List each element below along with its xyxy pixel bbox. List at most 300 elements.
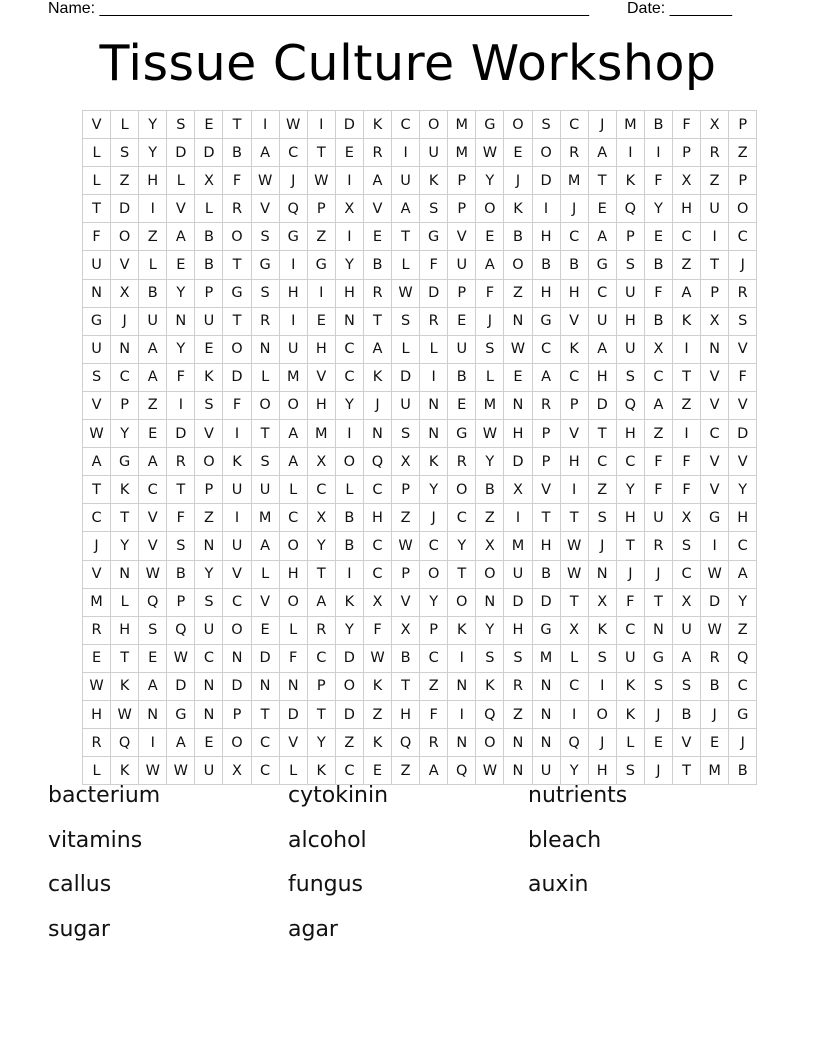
grid-cell: L xyxy=(139,251,167,279)
grid-cell: D xyxy=(335,644,363,672)
grid-cell: R xyxy=(363,139,391,167)
grid-cell: D xyxy=(335,111,363,139)
grid-cell: U xyxy=(139,307,167,335)
grid-cell: H xyxy=(560,448,588,476)
grid-cell: C xyxy=(560,363,588,391)
grid-cell: E xyxy=(139,644,167,672)
grid-cell: B xyxy=(139,279,167,307)
grid-cell: D xyxy=(532,588,560,616)
grid-cell: M xyxy=(476,391,504,419)
grid-cell: P xyxy=(195,476,223,504)
grid-cell: S xyxy=(139,616,167,644)
word-list-item: bacterium xyxy=(48,783,161,808)
grid-cell: E xyxy=(195,335,223,363)
grid-cell: H xyxy=(616,420,644,448)
grid-cell: O xyxy=(111,223,139,251)
grid-cell: Z xyxy=(672,251,700,279)
grid-cell: X xyxy=(560,616,588,644)
grid-cell: Z xyxy=(392,504,420,532)
grid-cell: V xyxy=(701,391,729,419)
grid-cell: U xyxy=(448,251,476,279)
grid-cell: T xyxy=(392,223,420,251)
grid-cell: R xyxy=(701,139,729,167)
grid-cell: H xyxy=(83,700,111,728)
grid-cell: F xyxy=(672,111,700,139)
grid-cell: Y xyxy=(476,448,504,476)
grid-cell: I xyxy=(560,700,588,728)
grid-cell: P xyxy=(111,391,139,419)
grid-cell: M xyxy=(448,139,476,167)
grid-cell: P xyxy=(448,279,476,307)
grid-cell: X xyxy=(335,195,363,223)
grid-cell: X xyxy=(504,476,532,504)
grid-cell: Z xyxy=(111,167,139,195)
grid-cell: M xyxy=(504,532,532,560)
grid-cell: C xyxy=(363,532,391,560)
grid-cell: R xyxy=(83,616,111,644)
grid-cell: L xyxy=(392,251,420,279)
grid-cell: C xyxy=(279,504,307,532)
grid-row xyxy=(83,307,757,335)
grid-cell: Q xyxy=(363,448,391,476)
grid-cell: B xyxy=(532,251,560,279)
grid-cell: N xyxy=(167,307,195,335)
grid-cell: C xyxy=(251,757,279,785)
grid-cell: S xyxy=(167,532,195,560)
grid-cell: X xyxy=(672,588,700,616)
grid-cell: E xyxy=(644,729,672,757)
grid-cell: N xyxy=(532,700,560,728)
grid-cell: N xyxy=(532,729,560,757)
grid-cell: N xyxy=(504,391,532,419)
grid-cell: U xyxy=(616,279,644,307)
grid-cell: N xyxy=(279,672,307,700)
grid-cell: V xyxy=(167,195,195,223)
grid-cell: W xyxy=(392,532,420,560)
grid-cell: M xyxy=(448,111,476,139)
grid-cell: C xyxy=(307,476,335,504)
grid-cell: Q xyxy=(139,588,167,616)
grid-cell: D xyxy=(729,420,757,448)
grid-cell: P xyxy=(616,223,644,251)
grid-cell: R xyxy=(448,448,476,476)
grid-cell: Q xyxy=(560,729,588,757)
grid-cell: V xyxy=(448,223,476,251)
grid-cell: I xyxy=(307,111,335,139)
grid-cell: J xyxy=(729,729,757,757)
grid-cell: F xyxy=(644,476,672,504)
grid-cell: U xyxy=(83,251,111,279)
grid-cell: D xyxy=(335,700,363,728)
grid-cell: S xyxy=(420,195,448,223)
grid-cell: S xyxy=(504,644,532,672)
grid-cell: C xyxy=(672,223,700,251)
grid-cell: G xyxy=(167,700,195,728)
grid-cell: N xyxy=(335,307,363,335)
grid-cell: F xyxy=(420,251,448,279)
grid-cell: H xyxy=(392,700,420,728)
grid-cell: L xyxy=(251,363,279,391)
grid-cell: U xyxy=(83,335,111,363)
grid-cell: J xyxy=(111,307,139,335)
grid-cell: R xyxy=(251,307,279,335)
grid-cell: G xyxy=(83,307,111,335)
grid-cell: A xyxy=(672,644,700,672)
grid-cell: C xyxy=(588,279,616,307)
grid-cell: I xyxy=(335,223,363,251)
grid-cell: G xyxy=(729,700,757,728)
grid-cell: S xyxy=(616,757,644,785)
grid-cell: Y xyxy=(616,476,644,504)
word-list-row xyxy=(48,827,768,872)
grid-cell: W xyxy=(139,757,167,785)
grid-cell: S xyxy=(532,111,560,139)
grid-cell: O xyxy=(223,616,251,644)
grid-row xyxy=(83,757,757,785)
grid-cell: V xyxy=(111,251,139,279)
grid-cell: E xyxy=(83,644,111,672)
grid-row xyxy=(83,504,757,532)
grid-cell: Y xyxy=(335,616,363,644)
page-title: Tissue Culture Workshop xyxy=(99,35,717,92)
grid-cell: J xyxy=(588,111,616,139)
grid-cell: A xyxy=(729,560,757,588)
grid-cell: T xyxy=(363,307,391,335)
grid-cell: D xyxy=(701,588,729,616)
grid-cell: T xyxy=(307,560,335,588)
grid-cell: B xyxy=(195,251,223,279)
grid-cell: M xyxy=(701,757,729,785)
grid-cell: T xyxy=(701,251,729,279)
grid-cell: C xyxy=(448,504,476,532)
grid-cell: I xyxy=(335,560,363,588)
grid-cell: U xyxy=(195,757,223,785)
grid-cell: N xyxy=(532,672,560,700)
grid-cell: K xyxy=(616,672,644,700)
grid-cell: H xyxy=(532,279,560,307)
grid-cell: C xyxy=(335,363,363,391)
grid-cell: X xyxy=(644,335,672,363)
grid-cell: H xyxy=(279,560,307,588)
grid-cell: C xyxy=(363,476,391,504)
grid-cell: I xyxy=(279,251,307,279)
grid-cell: V xyxy=(139,532,167,560)
grid-cell: U xyxy=(532,757,560,785)
grid-cell: D xyxy=(504,588,532,616)
grid-cell: G xyxy=(644,644,672,672)
grid-cell: V xyxy=(139,504,167,532)
grid-cell: R xyxy=(420,729,448,757)
grid-cell: W xyxy=(476,420,504,448)
grid-cell: L xyxy=(392,335,420,363)
grid-cell: X xyxy=(307,504,335,532)
grid-cell: U xyxy=(223,532,251,560)
grid-cell: K xyxy=(111,757,139,785)
grid-cell: X xyxy=(111,279,139,307)
grid-cell: W xyxy=(363,644,391,672)
grid-cell: J xyxy=(644,560,672,588)
grid-cell: L xyxy=(279,616,307,644)
grid-cell: S xyxy=(588,644,616,672)
grid-cell: I xyxy=(335,167,363,195)
grid-cell: L xyxy=(616,729,644,757)
grid-cell: V xyxy=(729,335,757,363)
grid-cell: T xyxy=(588,420,616,448)
grid-cell: K xyxy=(363,111,391,139)
grid-cell: Q xyxy=(279,195,307,223)
grid-cell: B xyxy=(335,532,363,560)
grid-cell: B xyxy=(195,223,223,251)
grid-cell: N xyxy=(420,420,448,448)
grid-cell: Y xyxy=(195,560,223,588)
grid-cell: W xyxy=(139,560,167,588)
grid-cell: C xyxy=(672,560,700,588)
grid-cell: H xyxy=(560,279,588,307)
grid-cell: L xyxy=(420,335,448,363)
grid-cell: N xyxy=(504,307,532,335)
grid-row xyxy=(83,616,757,644)
grid-row xyxy=(83,335,757,363)
grid-row xyxy=(83,672,757,700)
grid-cell: P xyxy=(532,420,560,448)
grid-cell: G xyxy=(476,111,504,139)
grid-cell: K xyxy=(363,363,391,391)
grid-cell: X xyxy=(392,448,420,476)
grid-cell: E xyxy=(701,729,729,757)
grid-cell: N xyxy=(83,279,111,307)
grid-cell: I xyxy=(616,139,644,167)
grid-cell: H xyxy=(672,195,700,223)
grid-cell: X xyxy=(307,448,335,476)
grid-cell: D xyxy=(167,139,195,167)
grid-cell: O xyxy=(504,111,532,139)
grid-cell: B xyxy=(504,223,532,251)
grid-cell: P xyxy=(392,476,420,504)
grid-cell: O xyxy=(251,391,279,419)
grid-cell: C xyxy=(560,223,588,251)
grid-cell: S xyxy=(672,672,700,700)
grid-cell: R xyxy=(223,195,251,223)
grid-cell: B xyxy=(644,251,672,279)
grid-cell: C xyxy=(560,672,588,700)
grid-cell: Y xyxy=(167,335,195,363)
grid-cell: C xyxy=(279,139,307,167)
grid-cell: Z xyxy=(307,223,335,251)
grid-cell: Y xyxy=(729,476,757,504)
word-search-grid xyxy=(82,110,757,785)
grid-cell: F xyxy=(672,448,700,476)
grid-cell: Q xyxy=(476,700,504,728)
grid-cell: T xyxy=(307,700,335,728)
grid-cell: I xyxy=(420,363,448,391)
grid-cell: S xyxy=(644,672,672,700)
grid-cell: G xyxy=(307,251,335,279)
grid-cell: T xyxy=(251,700,279,728)
grid-cell: Z xyxy=(363,700,391,728)
word-list xyxy=(48,782,768,960)
grid-cell: K xyxy=(223,448,251,476)
grid-cell: C xyxy=(420,644,448,672)
grid-cell: W xyxy=(111,700,139,728)
word-list-row xyxy=(48,782,768,827)
grid-cell: D xyxy=(195,139,223,167)
grid-cell: G xyxy=(588,251,616,279)
grid-cell: K xyxy=(588,616,616,644)
grid-cell: A xyxy=(279,420,307,448)
grid-cell: U xyxy=(392,167,420,195)
grid-cell: Z xyxy=(139,391,167,419)
grid-cell: J xyxy=(644,700,672,728)
grid-cell: Z xyxy=(729,139,757,167)
grid-cell: O xyxy=(279,588,307,616)
grid-cell: G xyxy=(111,448,139,476)
grid-cell: P xyxy=(729,111,757,139)
grid-cell: S xyxy=(167,111,195,139)
grid-cell: V xyxy=(363,195,391,223)
grid-cell: S xyxy=(672,532,700,560)
grid-cell: H xyxy=(363,504,391,532)
grid-cell: U xyxy=(251,476,279,504)
grid-cell: A xyxy=(251,532,279,560)
grid-cell: C xyxy=(729,672,757,700)
grid-row xyxy=(83,476,757,504)
grid-cell: P xyxy=(223,700,251,728)
grid-cell: N xyxy=(251,335,279,363)
grid-cell: F xyxy=(363,616,391,644)
grid-row xyxy=(83,644,757,672)
grid-cell: Y xyxy=(307,532,335,560)
grid-cell: W xyxy=(504,335,532,363)
grid-cell: O xyxy=(588,700,616,728)
grid-cell: J xyxy=(729,251,757,279)
grid-cell: N xyxy=(448,729,476,757)
grid-cell: Q xyxy=(448,757,476,785)
grid-cell: U xyxy=(279,335,307,363)
name-field-label: Name: _______________________________________________________ xyxy=(48,0,589,17)
grid-cell: N xyxy=(448,672,476,700)
grid-cell: V xyxy=(701,363,729,391)
grid-cell: Z xyxy=(701,167,729,195)
grid-cell: N xyxy=(111,560,139,588)
grid-cell: H xyxy=(111,616,139,644)
grid-cell: N xyxy=(644,616,672,644)
grid-cell: Y xyxy=(335,251,363,279)
word-list-item: fungus xyxy=(288,872,364,897)
grid-cell: Q xyxy=(729,644,757,672)
grid-cell: B xyxy=(560,251,588,279)
grid-cell: O xyxy=(223,223,251,251)
grid-cell: K xyxy=(420,448,448,476)
grid-cell: A xyxy=(672,279,700,307)
grid-cell: K xyxy=(560,335,588,363)
grid-cell: D xyxy=(223,363,251,391)
grid-cell: Z xyxy=(729,616,757,644)
grid-cell: O xyxy=(195,448,223,476)
grid-cell: N xyxy=(363,420,391,448)
grid-cell: L xyxy=(476,363,504,391)
grid-row xyxy=(83,139,757,167)
grid-cell: N xyxy=(223,644,251,672)
grid-cell: T xyxy=(672,757,700,785)
grid-cell: D xyxy=(279,700,307,728)
grid-cell: C xyxy=(420,532,448,560)
grid-cell: M xyxy=(83,588,111,616)
grid-cell: F xyxy=(672,476,700,504)
grid-cell: X xyxy=(392,616,420,644)
grid-cell: K xyxy=(616,700,644,728)
grid-cell: V xyxy=(83,111,111,139)
grid-cell: Q xyxy=(167,616,195,644)
grid-cell: V xyxy=(223,560,251,588)
grid-cell: B xyxy=(672,700,700,728)
grid-cell: K xyxy=(111,476,139,504)
grid-cell: I xyxy=(251,111,279,139)
grid-cell: K xyxy=(504,195,532,223)
grid-cell: K xyxy=(672,307,700,335)
grid-cell: O xyxy=(448,476,476,504)
grid-row xyxy=(83,195,757,223)
grid-cell: H xyxy=(504,616,532,644)
grid-cell: A xyxy=(139,363,167,391)
grid-cell: E xyxy=(335,139,363,167)
grid-cell: B xyxy=(167,560,195,588)
grid-cell: L xyxy=(560,644,588,672)
grid-cell: C xyxy=(139,476,167,504)
grid-cell: C xyxy=(223,588,251,616)
grid-cell: J xyxy=(83,532,111,560)
grid-cell: E xyxy=(504,139,532,167)
grid-cell: Z xyxy=(504,700,532,728)
grid-cell: J xyxy=(279,167,307,195)
grid-cell: G xyxy=(532,616,560,644)
grid-cell: E xyxy=(195,729,223,757)
grid-cell: B xyxy=(532,560,560,588)
grid-cell: G xyxy=(279,223,307,251)
grid-cell: D xyxy=(420,279,448,307)
grid-cell: O xyxy=(504,251,532,279)
grid-cell: O xyxy=(223,729,251,757)
grid-cell: A xyxy=(363,335,391,363)
grid-row xyxy=(83,448,757,476)
grid-cell: C xyxy=(392,111,420,139)
grid-cell: D xyxy=(251,644,279,672)
grid-cell: L xyxy=(83,167,111,195)
grid-cell: Z xyxy=(420,672,448,700)
grid-row xyxy=(83,111,757,139)
grid-cell: J xyxy=(504,167,532,195)
grid-cell: Z xyxy=(644,420,672,448)
grid-cell: Y xyxy=(139,111,167,139)
grid-cell: Z xyxy=(139,223,167,251)
grid-cell: O xyxy=(476,560,504,588)
grid-cell: F xyxy=(729,363,757,391)
grid-cell: O xyxy=(335,672,363,700)
grid-cell: P xyxy=(672,139,700,167)
grid-cell: D xyxy=(167,420,195,448)
grid-cell: K xyxy=(111,672,139,700)
grid-cell: Y xyxy=(476,616,504,644)
grid-cell: I xyxy=(139,195,167,223)
grid-cell: S xyxy=(476,644,504,672)
grid-cell: W xyxy=(167,644,195,672)
grid-cell: U xyxy=(195,616,223,644)
grid-cell: I xyxy=(448,644,476,672)
grid-cell: M xyxy=(616,111,644,139)
grid-cell: U xyxy=(448,335,476,363)
grid-cell: X xyxy=(223,757,251,785)
grid-cell: C xyxy=(616,448,644,476)
grid-cell: Q xyxy=(616,391,644,419)
